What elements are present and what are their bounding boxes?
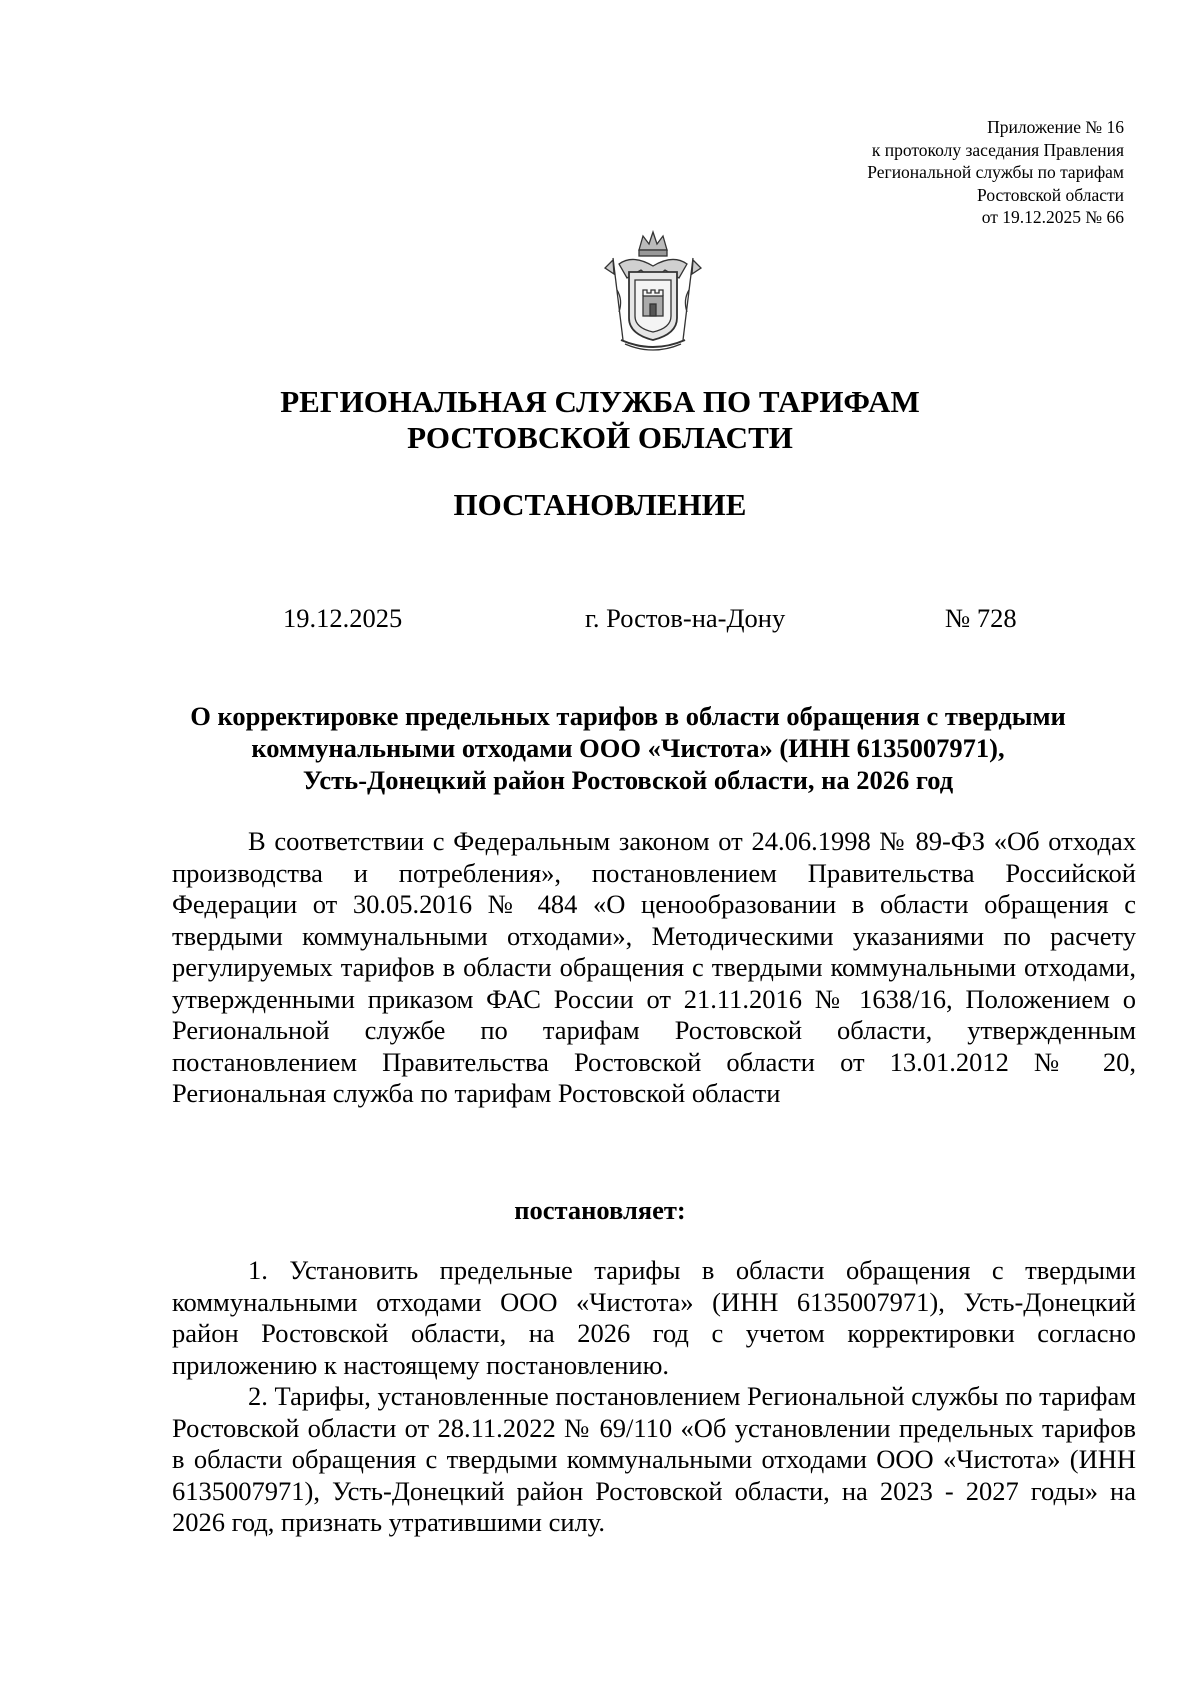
appendix-line: Ростовской области	[977, 184, 1124, 205]
document-subject	[160, 700, 1096, 796]
document-city: г. Ростов-на-Дону	[585, 603, 786, 633]
appendix-line: Региональной службы по тарифам	[867, 162, 1124, 182]
document-number: № 728	[945, 603, 1017, 633]
appendix-header	[724, 116, 1124, 229]
subject-line: О корректировке предельных тарифов в области обращения с твердыми	[190, 701, 1066, 731]
organization-name	[0, 384, 1200, 456]
document-type: ПОСТАНОВЛЕНИЕ	[453, 487, 747, 522]
resolution-item: 1. Установить предельные тарифы в области обращения с твердыми коммунальными отходами ООО «Чистота» (ИНН 6135007971), Усть-Донецкий район Ростовской области, на 2026 год с учетом корректировки согласно приложению к настоящему постановлению.	[172, 1255, 1136, 1380]
preamble-paragraph: В соответствии с Федеральным законом от 24.06.1998 № 89-ФЗ «Об отходах производства и потребления», постановлением Правительства Российской Федерации от 30.05.2016 № 484 «О ценообразовании в области обращения с твердыми коммунальными отходами», Методическими указаниями по расчету регулируемых тарифов в области обращения с твердыми коммунальными отходами, утвержденными приказом ФАС России от 21.11.2016 № 1638/16, Положением о Региональной службе по тарифам Ростовской области, утвержденным постановлением Правительства Ростовской области от 13.01.2012 № 20, Региональная служба по тарифам Ростовской области	[172, 826, 1136, 1108]
document-date: 19.12.2025	[283, 603, 403, 633]
organization-line: РЕГИОНАЛЬНАЯ СЛУЖБА ПО ТАРИФАМ	[280, 384, 920, 419]
preamble	[172, 826, 1136, 1110]
rostov-oblast-coat-of-arms-icon	[599, 230, 707, 354]
resolves-heading: постановляет:	[514, 1195, 686, 1225]
resolution-item: 2. Тарифы, установленные постановлением Региональной службы по тарифам Ростовской области от 28.11.2022 № 69/110 «Об установлении предельных тарифов в области обращения с твердыми коммунальными отходами ООО «Чистота» (ИНН 6135007971), Усть-Донецкий район Ростовской области, на 2023 - 2027 годы» на 2026 год, признать утратившими силу.	[172, 1381, 1136, 1537]
subject-line: коммунальными отходами ООО «Чистота» (ИНН 6135007971),	[251, 733, 1005, 763]
organization-line: РОСТОВСКОЙ ОБЛАСТИ	[407, 420, 793, 455]
resolution-items	[172, 1255, 1136, 1539]
appendix-line: Приложение № 16	[987, 117, 1124, 137]
subject-line: Усть-Донецкий район Ростовской области, на 2026 год	[302, 765, 954, 795]
appendix-line: от 19.12.2025 № 66	[981, 207, 1124, 227]
appendix-line: к протоколу заседания Правления	[871, 139, 1124, 160]
